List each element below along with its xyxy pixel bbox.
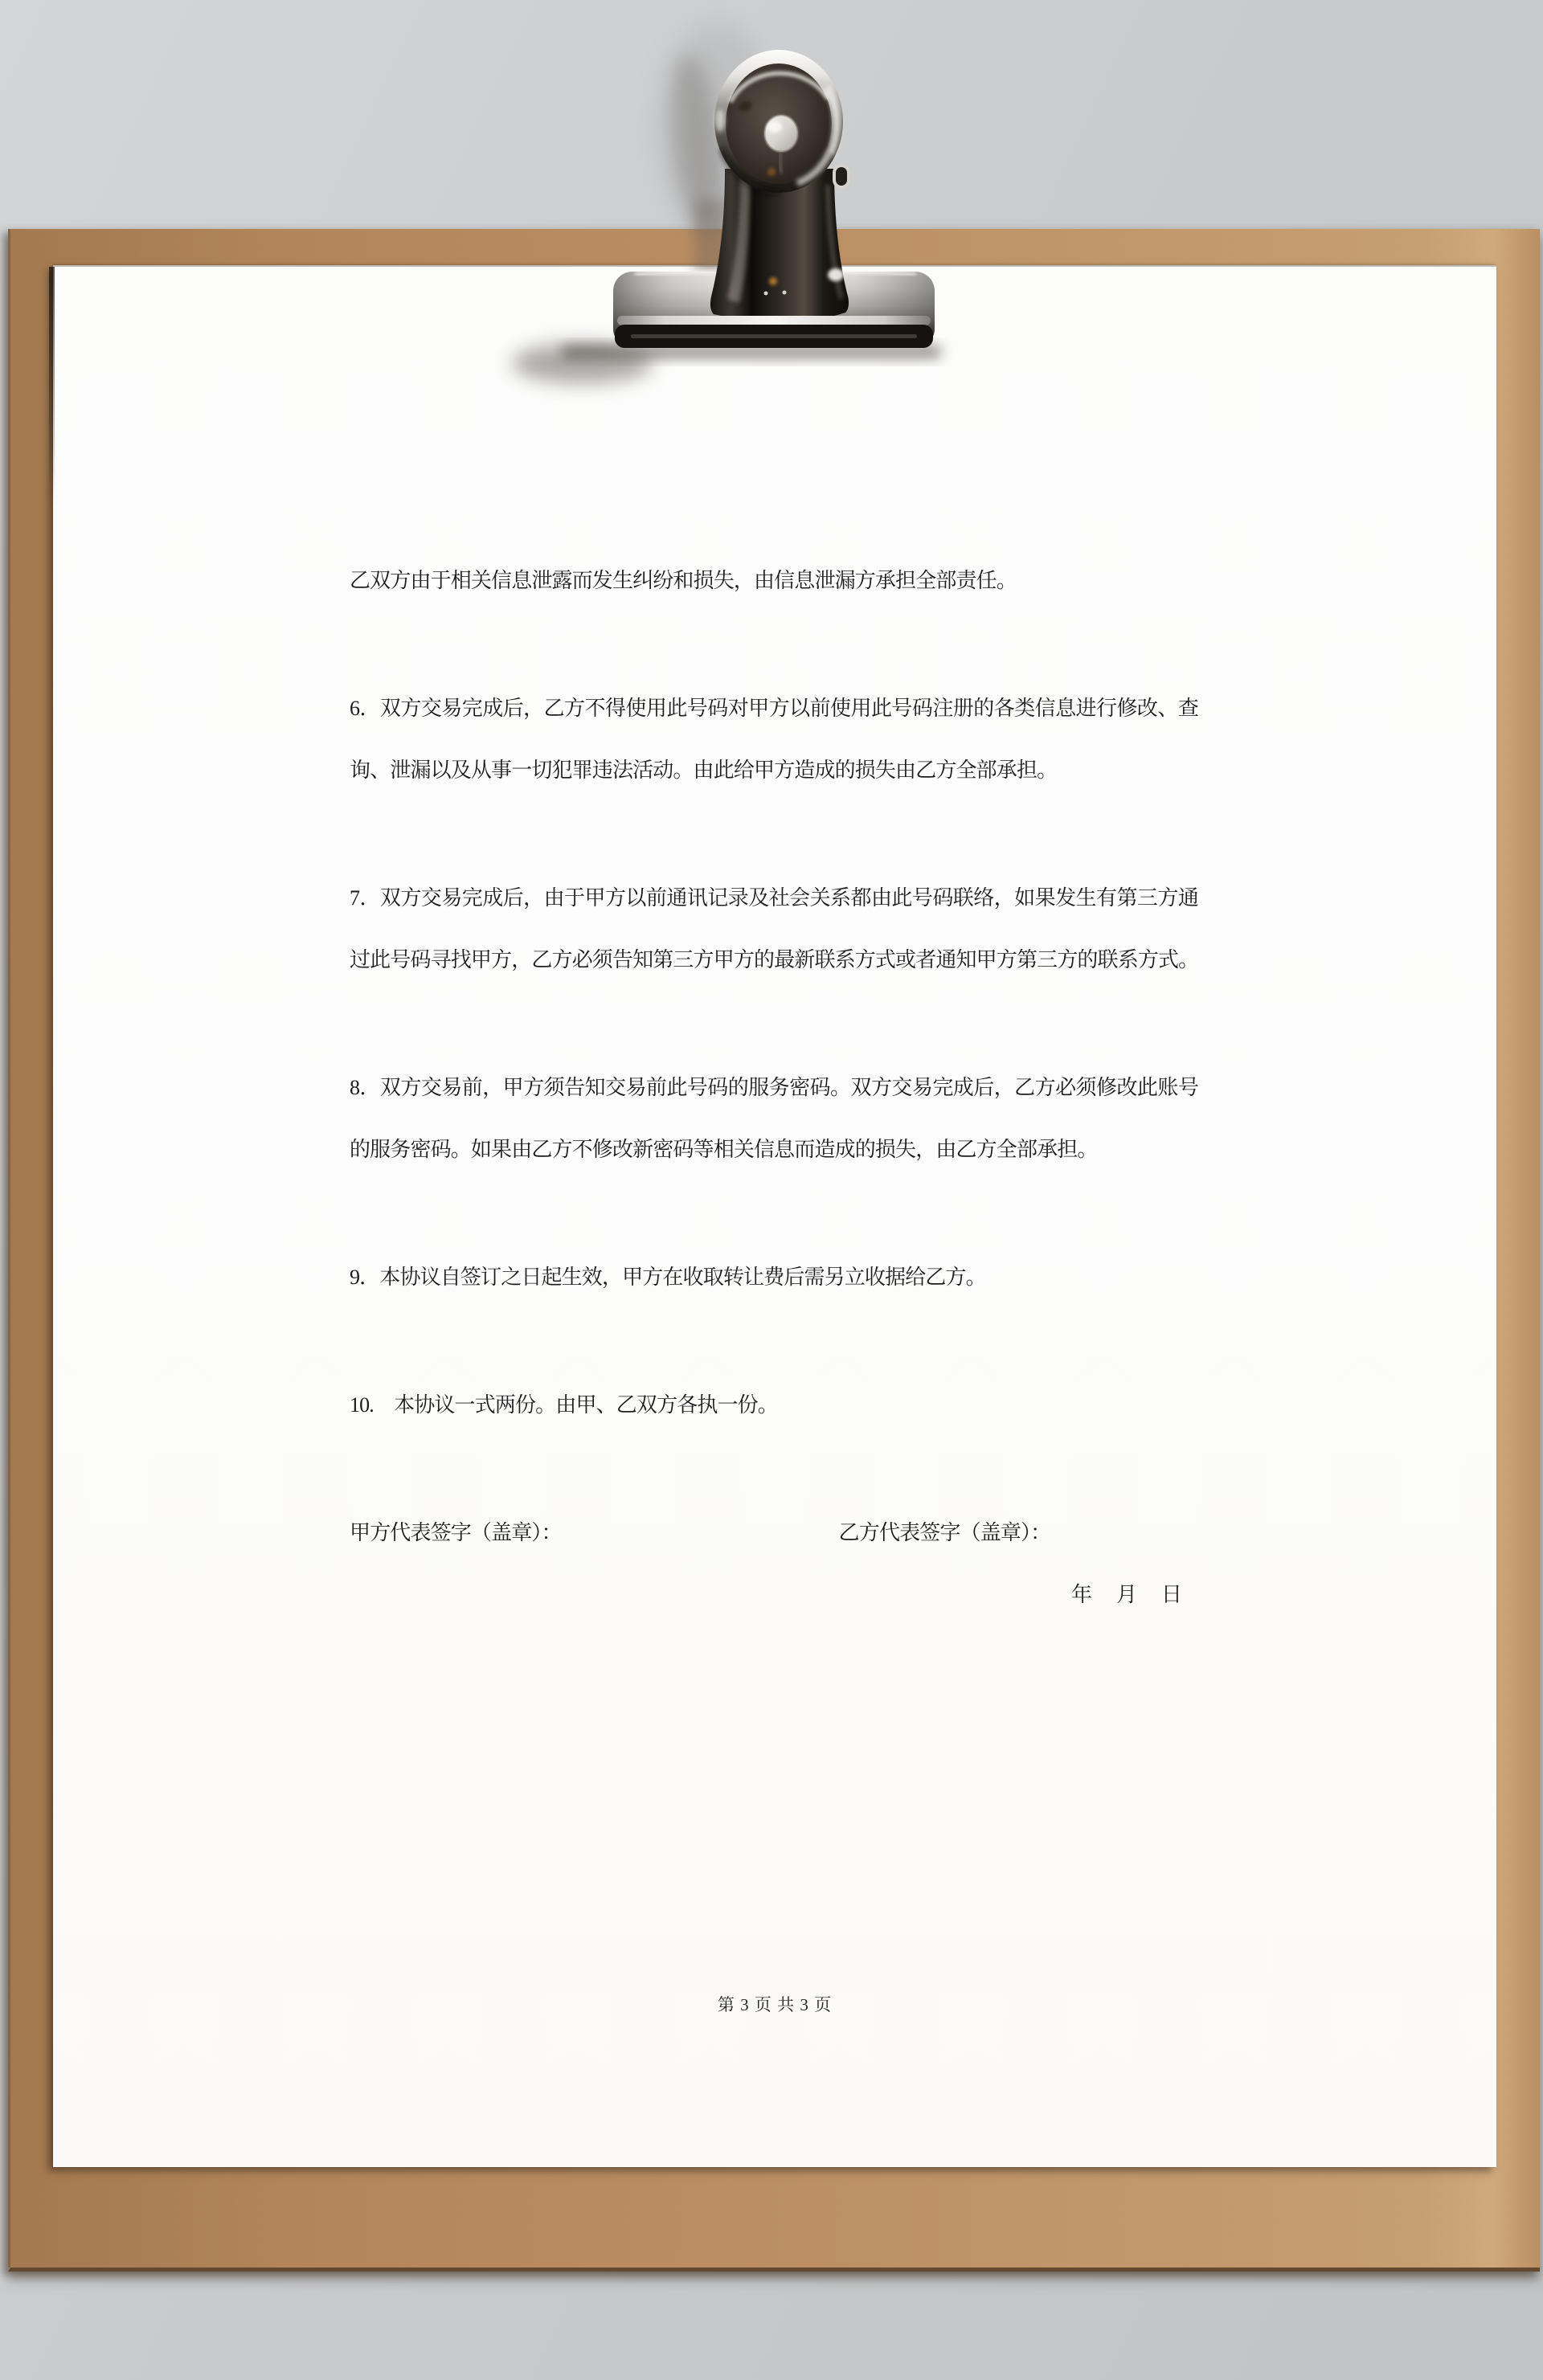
party-b-signature-label: 乙方代表签字（盖章）： <box>838 1521 1051 1544</box>
text-line: 8．双方交易前，甲方须告知交易前此号码的服务密码。双方交易完成后，乙方必须修改此账号 <box>350 1076 1198 1099</box>
text-line: 询、泄漏以及从事一切犯罪违法活动。由此给甲方造成的损失由乙方全部承担。 <box>350 759 1058 782</box>
date-line: 年 月 日 <box>1071 1583 1182 1606</box>
signature-line <box>350 1502 1198 1564</box>
signature-block <box>350 1502 1198 1626</box>
clip-head <box>714 50 843 193</box>
contract-paragraph <box>350 867 1198 991</box>
contract-paragraph <box>350 1374 1198 1436</box>
text-line: 的服务密码。如果由乙方不修改新密码等相关信息而造成的损失，由乙方全部承担。 <box>350 1138 1098 1161</box>
text-line: 9．本协议自签订之日起生效，甲方在收取转让费后需另立收据给乙方。 <box>350 1266 986 1289</box>
text-line: 7．双方交易完成后，由于甲方以前通讯记录及社会关系都由此号码联络，如果发生有第三方通 <box>350 886 1198 910</box>
page-number-footer: 第 3 页 共 3 页 <box>717 1995 833 2014</box>
contract-body <box>350 550 1198 1626</box>
contract-paragraph <box>350 550 1198 611</box>
contract-paragraph <box>350 1057 1198 1180</box>
text-line: 10. 本协议一式两份。由甲、乙双方各执一份。 <box>350 1393 778 1417</box>
contract-page <box>53 265 1496 2167</box>
text-line: 乙双方由于相关信息泄露而发生纠纷和损失，由信息泄漏方承担全部责任。 <box>350 569 1017 592</box>
contract-paragraph <box>350 677 1198 801</box>
bulldog-clip-icon <box>514 16 964 402</box>
text-line: 过此号码寻找甲方，乙方必须告知第三方甲方的最新联系方式或者通知甲方第三方的联系方式。 <box>350 948 1199 971</box>
clip-lever-loop <box>834 166 849 187</box>
text-line: 6．双方交易完成后，乙方不得使用此号码对甲方以前使用此号码注册的各类信息进行修改、查 <box>350 697 1198 720</box>
paper-edge-shadow <box>49 267 55 508</box>
base-highlight-band <box>617 316 931 325</box>
party-a-signature-label: 甲方代表签字（盖章）： <box>350 1521 562 1544</box>
contract-paragraph <box>350 1246 1198 1308</box>
base-left-shadow <box>512 343 653 383</box>
